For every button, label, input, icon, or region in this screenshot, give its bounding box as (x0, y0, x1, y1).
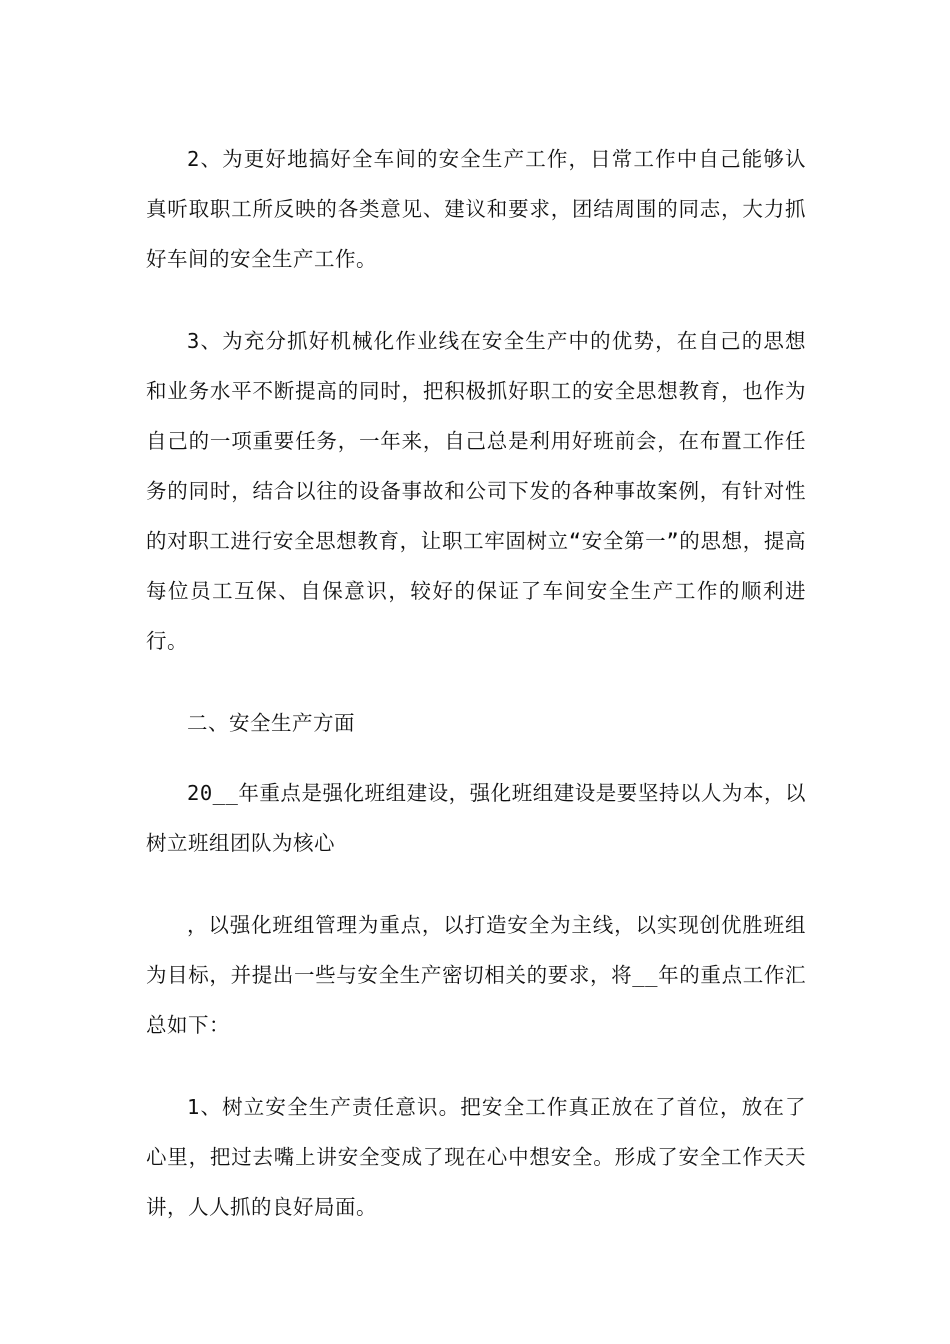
paragraph-item-3: 3、为充分抓好机械化作业线在安全生产中的优势，在自己的思想和业务水平不断提高的同时，把积极抓好职工的安全思想教育，也作为自己的一项重要任务，一年来，自己总是利用好班前会，在布置工作任务的同时，结合以往的设备事故和公司下发的各种事故案例，有针对性的对职工进行安全思想教育，让职工牢固树立“安全第一”的思想，提高每位员工互保、自保意识，较好的保证了车间安全生产工作的顺利进行。 (146, 329, 806, 653)
document-body (146, 134, 806, 1264)
paragraph-team-building: 20__年重点是强化班组建设，强化班组建设是要坚持以人为本，以树立班组团队为核心 (146, 781, 806, 855)
section-heading-safety-production: 二、安全生产方面 (187, 711, 355, 735)
paragraph-item-2: 2、为更好地搞好全车间的安全生产工作，日常工作中自己能够认真听取职工所反映的各类意见、建议和要求，团结周围的同志，大力抓好车间的安全生产工作。 (146, 147, 806, 271)
paragraph-team-building-continued: ，以强化班组管理为重点，以打造安全为主线，以实现创优胜班组为目标，并提出一些与安全生产密切相关的要求，将__年的重点工作汇总如下： (146, 913, 806, 1037)
paragraph-item-1-responsibility: 1、树立安全生产责任意识。把安全工作真正放在了首位，放在了心里，把过去嘴上讲安全变成了现在心中想安全。形成了安全工作天天讲，人人抓的良好局面。 (146, 1095, 806, 1219)
